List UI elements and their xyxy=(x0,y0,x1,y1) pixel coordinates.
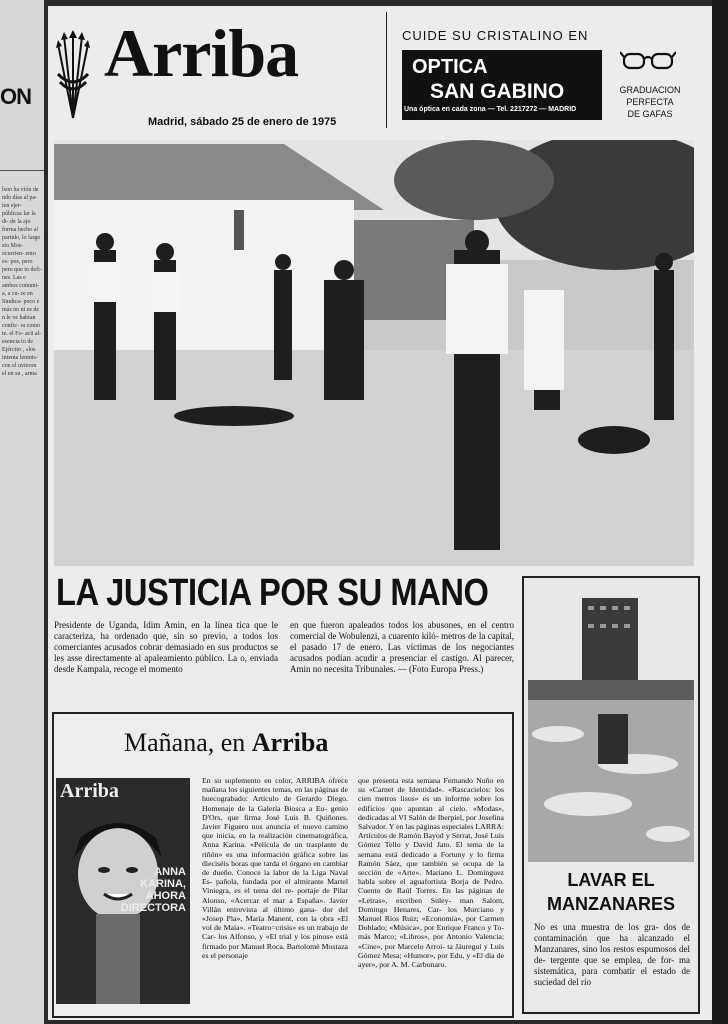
main-story-column-1: Presidente de Uganda, Idim Amin, en la línea tica que le caracteriza, ha ordenado que, sin so previo, a todos los comerciantes acusados cobrar demasiado en sus productos se les asse directamente al apaleamiento público. La o, enviada desde Kampala, recoge el momento xyxy=(54,620,278,674)
ad-tagline: CUIDE SU CRISTALINO EN xyxy=(402,28,589,43)
promo-column-2: que presenta esta semana Fernando Nuño en su «Carnet de Identidad». «Rascacielos: los cien metros lisos» es un informe sobre los edificios que apuntan al cielo. «Modas», dedicadas al VI Salón de Iberpiel, por Josefina Salvador. Y en las páginas especiales LARRA: Artículos de Ramón Bayod y Serrat, José Luis Gómez Tello y David Jato. El tema de la semana está dedicado a Fortuny y lo firma Ramón Sáez, que también se ocupa de la sección de «Arte». Mariano L. Domínguez habla sobre el aguafortista Borja de Pedro. Cuento de Raúl Torres. En las páginas de «Letras», escriben Suley- man Salom, Domingo Henares, Car- los Murciano y Manuel Ríos Ruiz; «Economía», por Carmen Doblado; «Música», por Enrique Franco y To- más Marco; «Libros», por Antonio Valencia; «Cine», por Marcelo Arroi- ta Jáuregui y Luis Gómez Mesa; «Humor», por Edu, y «El día de ayer», por A. M. Carbonaro. xyxy=(358,776,505,970)
side-story-title xyxy=(528,868,694,916)
ad-slogan-line-3: DE GAFAS xyxy=(627,109,673,119)
ad-contact-line: Una óptica en cada zona — Tel. 2217272 — MADRID xyxy=(404,106,577,113)
ad-slogan xyxy=(606,84,694,120)
cover-caption: ANNA KARINA, AHORA DIRECTORA xyxy=(120,866,186,914)
ad-slogan-line-1: GRADUACION xyxy=(619,85,681,95)
side-story-title-line-1: LAVAR EL xyxy=(567,870,655,890)
promo-title-logo: Arriba xyxy=(251,728,329,757)
ad-brand-box xyxy=(402,50,602,120)
masthead-logo: Arriba xyxy=(104,15,299,91)
ad-brand-line-2: SAN GABINO xyxy=(430,80,565,103)
divider xyxy=(0,170,44,171)
adjacent-page-text: lson ha vión de ndo días al pa- ien ejer- públicas lar la di- de la ajo forma hecho al partido, lo largo sto Mos- ocurrien- ento es- pos, pero pero que to defi- nes. Las e ambos comuni- a, a cu- re en Sindica- poco e más no ni es de n le ve habían confic- ra como te. el Fo- acü al- esencia to de Ejército , «los intenta leninis- con el uvieron el en su , arma xyxy=(2,187,42,377)
side-story-title-line-2: MANZANARES xyxy=(547,894,675,914)
adjacent-page-heading: ON xyxy=(0,84,31,109)
promo-title xyxy=(124,728,328,758)
tomorrow-promo-box xyxy=(52,712,514,1018)
promo-column-1: En su suplemento en color, ARRIBA ofrece mañana los siguientes temas, en las páginas de huecograbado: Artículo de Gerardo Diego. Homenaje de la Galería Biosca a Eu- genio D'Ors, que firma José Luis B. Quiñones. Javier Figuero nos anuncia el nuevo camino que inicia, en la realización cinematográfica, Anna Karina. «Película de un trasplante de riñón» es una información gráfica sobre las dieciséis horas que tarda el órgano en cambiar de dueño. Conoce la labor de la Liga Naval Es- pañola, fundada por el almirante Martel Viniegra, es el tema del re- portaje de Pilar Alonso, «Acercar el mar a España». Javier Villán entrevista al último gana- dor del «Josep Pla», María Manent, con la obra «El vol de Maia». «Teatro=crisis» es un trabajo de Car- los Alfonso, y «El trial y los pinos» está firmado por Manuel Roca. Bartolomé Mostaza es el personaje xyxy=(202,776,348,960)
yoke-and-arrows-emblem-icon xyxy=(54,30,92,124)
main-headline: LA JUSTICIA POR SU MANO xyxy=(56,572,489,614)
eyeglasses-icon xyxy=(620,48,676,72)
side-story-text: No es una muestra de los gra- dos de contaminación que ha alcanzado el Manzanares, sino los restos espumosos del de- tergente que se emplea, de for- ma sistemática, para combatir el estado de suciedad del río xyxy=(534,922,690,987)
page-edge xyxy=(712,0,728,1024)
masthead xyxy=(52,12,382,134)
ad-slogan-line-2: PERFECTA xyxy=(626,97,674,107)
dateline: Madrid, sábado 25 de enero de 1975 xyxy=(148,116,337,128)
main-story-column-2: en que fueron apaleados todos los abusones, en el centro comercial de Wobulenzi, a cuarento kiló- metros de la capital, el pasado 17 de enero. Las víctimas de los negociantes acusados podían acudir a presenciar el castigo. Al parecer, Amin no necesita Tribunales. — (Foto Europa Press.) xyxy=(290,620,514,674)
magazine-cover xyxy=(56,778,190,1004)
adjacent-page-strip xyxy=(0,0,44,1024)
main-news-photo xyxy=(54,140,694,566)
cover-logo: Arriba xyxy=(60,780,119,802)
optician-advertisement xyxy=(392,14,702,130)
side-story-box xyxy=(522,576,700,1014)
promo-title-prefix: Mañana, en xyxy=(124,728,246,757)
ad-brand-line-1: OPTICA xyxy=(412,56,488,78)
newspaper-page xyxy=(48,6,712,1020)
divider xyxy=(386,12,387,128)
river-photo xyxy=(528,584,694,862)
